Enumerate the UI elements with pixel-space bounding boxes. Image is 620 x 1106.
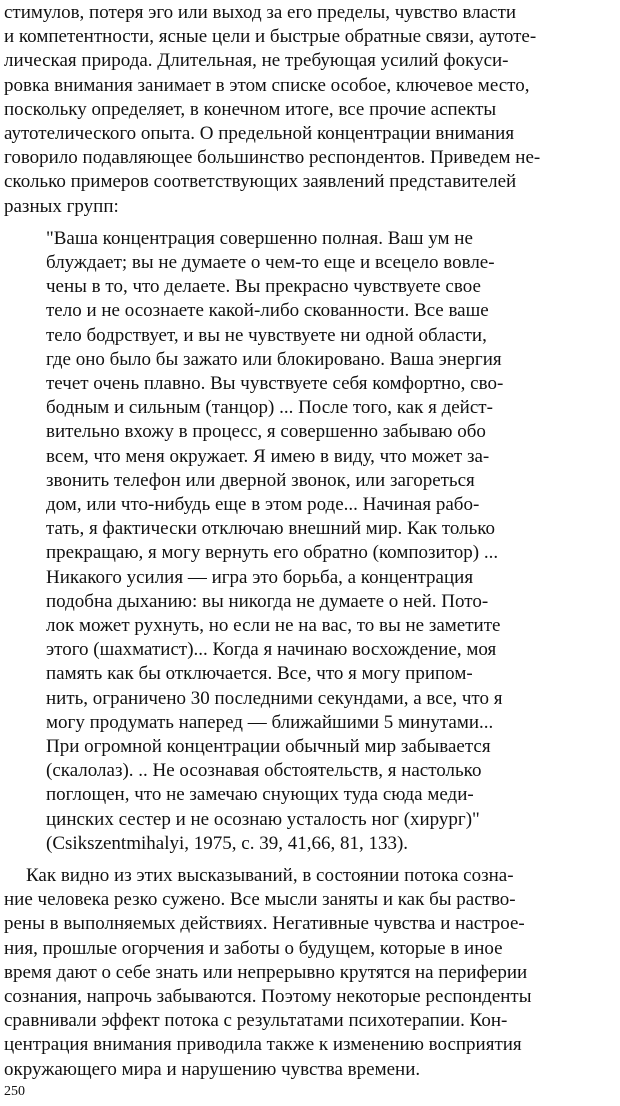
text-line: разных групп: <box>4 195 119 217</box>
text-line: рены в выполняемых действиях. Негативные чувства и настрое- <box>4 913 525 935</box>
quote-line: (Csikszentmihalyi, 1975, с. 39, 41,66, 81, 133). <box>46 832 409 854</box>
quote-line: тело бодрствует, и вы не чувствуете ни одной области, <box>46 324 487 346</box>
text-line: окружающего мира и нарушению чувства времени. <box>4 1058 421 1080</box>
quote-line: подобна дыханию: вы никогда не думаете о ней. Пото- <box>46 590 489 612</box>
quote-line: вительно вхожу в процесс, я совершенно забываю обо <box>46 421 486 443</box>
quote-line: где оно было бы зажато или блокировано. Ваша энергия <box>46 348 502 370</box>
quote-line: блуждает; вы не думаете о чем-то еще и всецело вовле- <box>46 252 495 273</box>
quote-line: цинских сестер и не осознаю усталость ног (хирург)" <box>46 808 480 830</box>
text-line: сознания, напрочь забываются. Поэтому некоторые респонденты <box>4 986 532 1007</box>
quote-line: прекращаю, я могу вернуть его обратно (композитор) ... <box>46 542 499 564</box>
quote-line: этого (шахматист)... Когда я начинаю восхождение, моя <box>46 639 497 661</box>
quote-line: течет очень плавно. Вы чувствуете себя комфортно, сво- <box>46 373 504 394</box>
quote-line: дом, или что-нибудь еще в этом роде... Начиная рабо- <box>46 494 480 515</box>
text-line: стимулов, потеря эго или выход за его пределы, чувство власти <box>4 2 517 23</box>
quote-line: чены в то, что делаете. Вы прекрасно чувствуете свое <box>46 276 481 298</box>
quote-line: При огромной концентрации обычный мир забывается <box>46 736 491 757</box>
text-line: сколько примеров соответствующих заявлений представителей <box>4 171 517 193</box>
text-line: ния, прошлые огорчения и заботы о будущем, которые в иное <box>4 937 503 959</box>
text-line: ровка внимания занимает в этом списке особое, ключевое место, <box>4 74 530 96</box>
text-line: центрация внимания приводила также к изменению восприятия <box>4 1034 522 1056</box>
text-line: и компетентности, ясные цели и быстрые обратные связи, аутоте- <box>4 26 537 48</box>
quote-line: бодным и сильным (танцор) ... После того, как я дейст- <box>46 397 493 419</box>
quote-line: Никакого усилия — игра это борьба, а концентрация <box>46 566 474 588</box>
quote-line: (скалолаз). .. Не осознавая обстоятельств, я настолько <box>46 760 482 782</box>
quote-line: звонить телефон или дверной звонок, или загореться <box>46 469 475 491</box>
text-line: лическая природа. Длительная, не требующая усилий фокуси- <box>4 50 509 72</box>
quote-line: "Ваша концентрация совершенно полная. Ваш ум не <box>46 227 473 249</box>
text-line: аутотелического опыта. О предельной концентрации внимания <box>4 123 515 144</box>
quote-line: тело и не осознаете какой-либо скованности. Все ваше <box>46 300 489 322</box>
quote-line: поглощен, что не замечаю снующих туда сюда меди- <box>46 784 474 806</box>
text-line: сравнивали эффект потока с результатами психотерапии. Кон- <box>4 1010 508 1032</box>
text-line: говорило подавляющее большинство респондентов. Приведем не- <box>4 147 541 169</box>
page-number: 250 <box>4 1084 25 1099</box>
quote-line: могу продумать наперед — ближайшими 5 минутами... <box>46 711 494 733</box>
text-line: время дают о себе знать или непрерывно крутятся на периферии <box>4 961 528 983</box>
quote-line: память как бы отключается. Все, что я могу припом- <box>46 663 473 685</box>
text-line: ние человека резко сужено. Все мысли заняты и как бы раство- <box>4 889 516 911</box>
quote-line: всем, что меня окружает. Я имею в виду, что может за- <box>46 445 490 467</box>
quote-line: лок может рухнуть, но если не на вас, то вы не заметите <box>46 615 501 636</box>
text-line: поскольку определяет, в конечном итоге, все прочие аспекты <box>4 98 497 120</box>
quote-line: нить, ограничено 30 последними секундами, а все, что я <box>46 687 503 709</box>
quote-line: тать, я фактически отключаю внешний мир. Как только <box>46 518 496 540</box>
text-line: Как видно из этих высказываний, в состоянии потока созна- <box>26 865 514 886</box>
